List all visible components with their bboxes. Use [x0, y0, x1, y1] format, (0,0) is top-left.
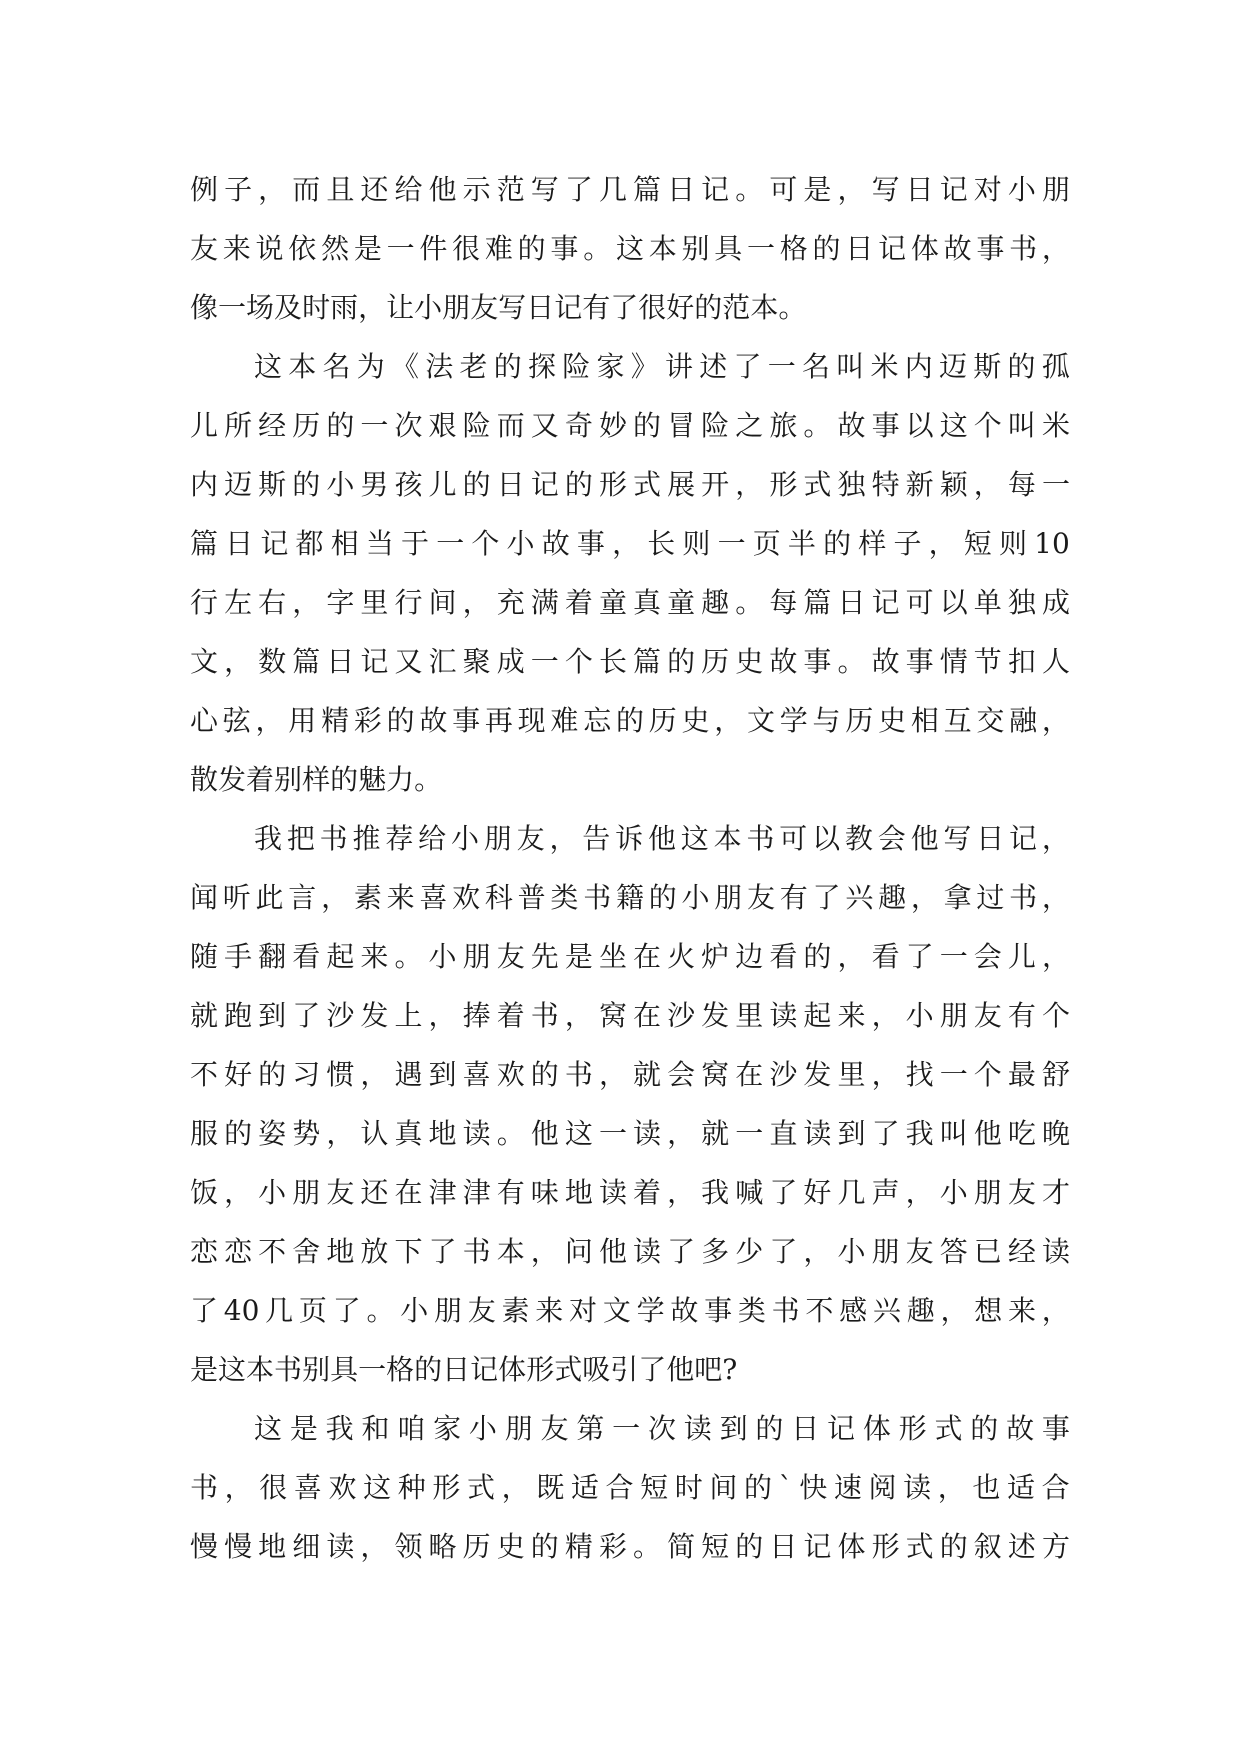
text-line: 了 40 几 页 了 。 小 朋 友 素 来 对 文 学 故 事 类 书 不 感 兴 趣 ， 想 来 ， — [190, 1294, 1070, 1327]
text-line: 恋 恋 不 舍 地 放 下 了 书 本 ， 问 他 读 了 多 少 了 ， 小 朋 友 答 已 经 读 — [190, 1235, 1070, 1268]
text-line: 心 弦 ， 用 精 彩 的 故 事 再 现 难 忘 的 历 史 ， 文 学 与 历 史 相 互 交 融 ， — [190, 704, 1070, 737]
text-line: 例 子 ， 而 且 还 给 他 示 范 写 了 几 篇 日 记 。 可 是 ， 写 日 记 对 小 朋 — [190, 173, 1070, 206]
text-line: 文 ， 数 篇 日 记 又 汇 聚 成 一 个 长 篇 的 历 史 故 事 。 故 事 情 节 扣 人 — [190, 645, 1070, 678]
text-line: 行 左 右 ， 字 里 行 间 ， 充 满 着 童 真 童 趣 。 每 篇 日 记 可 以 单 独 成 — [190, 586, 1070, 619]
text-line: 儿 所 经 历 的 一 次 艰 险 而 又 奇 妙 的 冒 险 之 旅 。 故 事 以 这 个 叫 米 — [190, 409, 1070, 442]
text-line: 像 一 场 及 时 雨 ， 让 小 朋 友 写 日 记 有 了 很 好 的 范 本 。 — [190, 291, 807, 324]
text-line: 散 发 着 别 样 的 魅 力 。 — [190, 763, 443, 796]
text-line: 内 迈 斯 的 小 男 孩 儿 的 日 记 的 形 式 展 开 ， 形 式 独 特 新 颖 ， 每 一 — [190, 468, 1070, 501]
text-line: 服 的 姿 势 ， 认 真 地 读 。 他 这 一 读 ， 就 一 直 读 到 了 我 叫 他 吃 晚 — [190, 1117, 1070, 1150]
text-line: 不 好 的 习 惯 ， 遇 到 喜 欢 的 书 ， 就 会 窝 在 沙 发 里 ， 找 一 个 最 舒 — [190, 1058, 1070, 1091]
text-line: 随 手 翻 看 起 来 。 小 朋 友 先 是 坐 在 火 炉 边 看 的 ， 看 了 一 会 儿 ， — [190, 940, 1070, 973]
text-line: 篇 日 记 都 相 当 于 一 个 小 故 事 ， 长 则 一 页 半 的 样 子 ， 短 则 10 — [190, 527, 1070, 560]
body-text — [190, 160, 1070, 1576]
text-line: 友 来 说 依 然 是 一 件 很 难 的 事 。 这 本 别 具 一 格 的 日 记 体 故 事 书 ， — [190, 232, 1070, 265]
paragraph-first-line: 这 本 名 为 《 法 老 的 探 险 家 》 讲 述 了 一 名 叫 米 内 迈 斯 的 孤 — [254, 350, 1070, 383]
text-line: 闻 听 此 言 ， 素 来 喜 欢 科 普 类 书 籍 的 小 朋 友 有 了 兴 趣 ， 拿 过 书 ， — [190, 881, 1070, 914]
text-line: 饭 ， 小 朋 友 还 在 津 津 有 味 地 读 着 ， 我 喊 了 好 几 声 ， 小 朋 友 才 — [190, 1176, 1070, 1209]
text-line: 是 这 本 书 别 具 一 格 的 日 记 体 形 式 吸 引 了 他 吧 ? — [190, 1353, 738, 1386]
paragraph-first-line: 这 是 我 和 咱 家 小 朋 友 第 一 次 读 到 的 日 记 体 形 式 的 故 事 — [254, 1412, 1070, 1445]
text-line: 就 跑 到 了 沙 发 上 ， 捧 着 书 ， 窝 在 沙 发 里 读 起 来 ， 小 朋 友 有 个 — [190, 999, 1070, 1032]
paragraph-first-line: 我 把 书 推 荐 给 小 朋 友 ， 告 诉 他 这 本 书 可 以 教 会 他 写 日 记 ， — [254, 822, 1070, 855]
text-line: 书 ， 很 喜 欢 这 种 形 式 ， 既 适 合 短 时 间 的 ` 快 速 阅 读 ， 也 适 合 — [190, 1471, 1070, 1504]
text-line: 慢 慢 地 细 读 ， 领 略 历 史 的 精 彩 。 简 短 的 日 记 体 形 式 的 叙 述 方 — [190, 1530, 1070, 1563]
